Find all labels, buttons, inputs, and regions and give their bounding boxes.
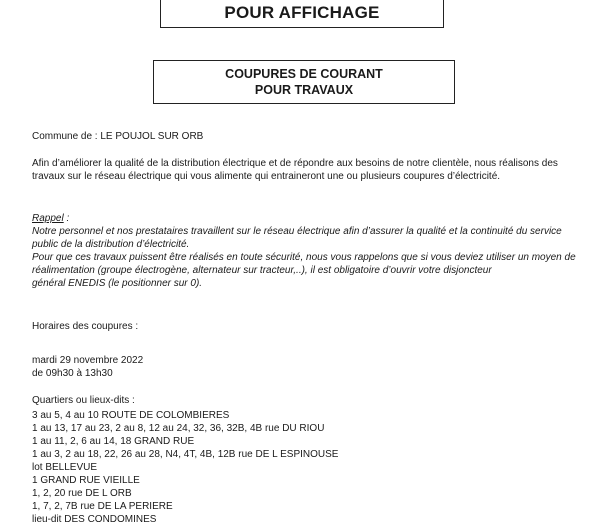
intro-line-1: Afin d’améliorer la qualité de la distribution électrique et de répondre aux besoins de notre clientèle, nous réalisons des <box>32 158 558 169</box>
rappel-line-4: réalimentation (groupe électrogène, alternateur sur tracteur,..), il est obligatoire d’ouvrir votre disjoncteur <box>32 265 492 276</box>
areas-heading: Quartiers ou lieux-dits : <box>32 395 135 406</box>
display-notice-label: POUR AFFICHAGE <box>224 3 380 22</box>
title-box <box>153 60 455 104</box>
list-item: 1, 7, 2, 7B rue DE LA PERIERE <box>32 501 173 512</box>
rappel-line-2: public de la distribution d’électricité. <box>32 239 190 250</box>
list-item: 1 au 11, 2, 6 au 14, 18 GRAND RUE <box>32 436 195 447</box>
rappel-heading <box>32 212 69 225</box>
list-item: lieu-dit DES CONDOMINES <box>32 514 157 525</box>
title-line-1: COUPURES DE COURANT <box>225 67 383 81</box>
rappel-line-1: Notre personnel et nos prestataires travaillent sur le réseau électrique afin d’assurer la qualité et la continuité du service <box>32 226 562 237</box>
rappel-line-5: général ENEDIS (le positionner sur 0). <box>32 278 203 289</box>
title-line-2: POUR TRAVAUX <box>254 83 354 97</box>
list-item: 1 GRAND RUE VIEILLE <box>32 475 140 486</box>
rappel-line-3: Pour que ces travaux puissent être réalisés en toute sécurité, nous vous rappelons que si vous deviez utiliser un moyen de <box>32 252 576 263</box>
list-item: 1 au 13, 17 au 23, 2 au 8, 12 au 24, 32, 36, 32B, 4B rue DU RIOU <box>32 423 325 434</box>
rappel-heading-suffix: : <box>63 213 70 224</box>
areas-list <box>32 409 338 526</box>
commune-line: Commune de : LE POUJOL SUR ORB <box>32 131 204 142</box>
rappel-heading-label: Rappel <box>32 213 64 224</box>
list-item: lot BELLEVUE <box>32 462 98 473</box>
display-notice-box <box>160 0 444 28</box>
list-item: 1 au 3, 2 au 18, 22, 26 au 28, N4, 4T, 4B, 12B rue DE L ESPINOUSE <box>32 449 339 460</box>
intro-line-2: travaux sur le réseau électrique qui vous alimente qui entraineront une ou plusieurs coupures d’électricité. <box>32 171 501 182</box>
schedule-date: mardi 29 novembre 2022 <box>32 355 144 366</box>
schedule-time: de 09h30 à 13h30 <box>32 368 113 379</box>
schedule-heading: Horaires des coupures : <box>32 321 139 332</box>
list-item: 1, 2, 20 rue DE L ORB <box>32 488 132 499</box>
list-item: 3 au 5, 4 au 10 ROUTE DE COLOMBIERES <box>32 410 230 421</box>
